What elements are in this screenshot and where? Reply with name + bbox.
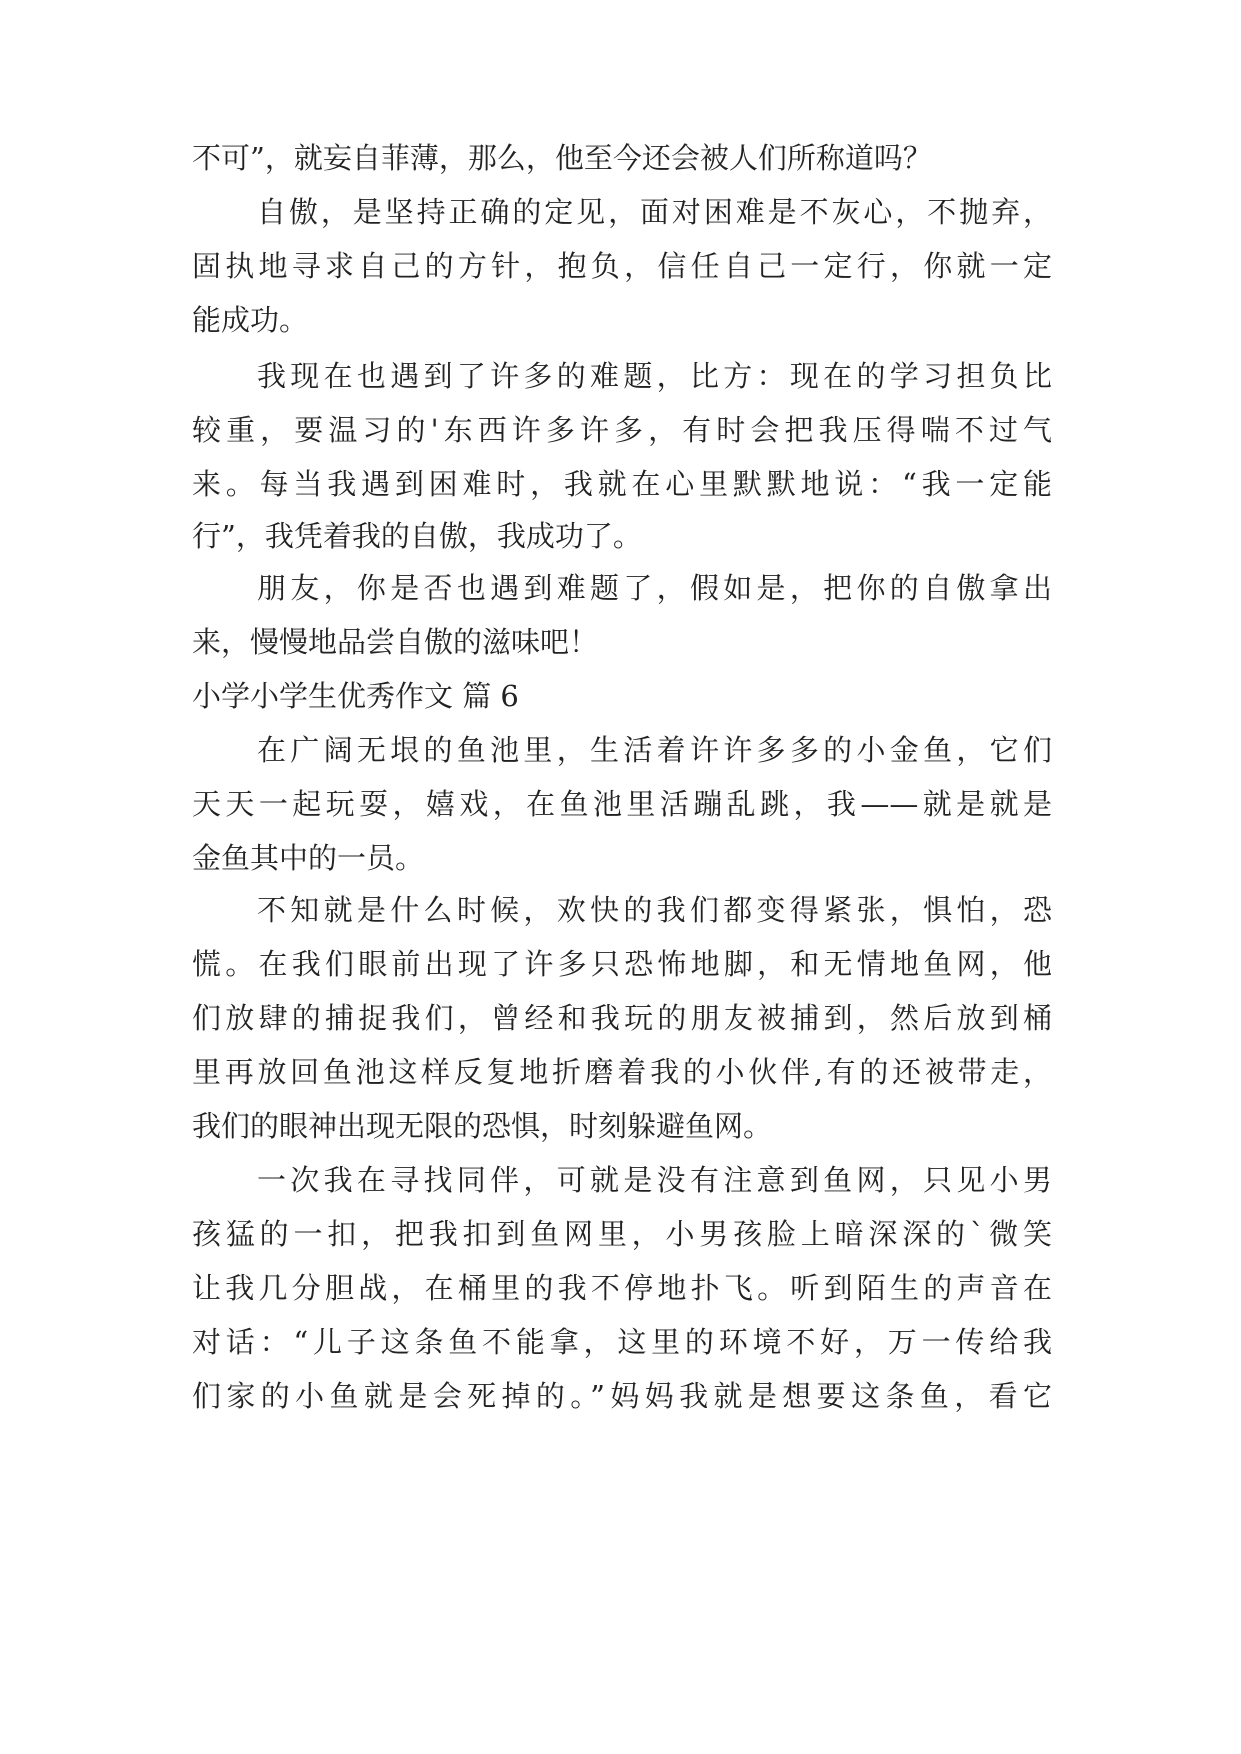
text-line: 行”，我凭着我的自傲，我成功了。: [192, 519, 642, 553]
text-line: 固执地寻求自己的方针，抱负，信任自己一定行，你就一定: [192, 249, 1052, 283]
paragraph-first-line: 一次我在寻找同伴，可就是没有注意到鱼网，只见小男: [257, 1163, 1052, 1197]
text-line: 较重，要温习的'东西许多许多，有时会把我压得喘不过气: [192, 413, 1052, 447]
text-line: 来，慢慢地品尝自傲的滋味吧！: [192, 625, 599, 659]
text-line: 对话：“儿子这条鱼不能拿，这里的环境不好，万一传给我: [192, 1325, 1052, 1359]
paragraph-first-line: 我现在也遇到了许多的难题，比方：现在的学习担负比: [257, 359, 1052, 393]
text-line: 慌。在我们眼前出现了许多只恐怖地脚，和无情地鱼网，他: [192, 947, 1052, 981]
text-line: 天天一起玩耍，嬉戏，在鱼池里活蹦乱跳，我——就是就是: [192, 787, 1052, 821]
text-line: 不可”，就妄自菲薄，那么，他至今还会被人们所称道吗？: [192, 141, 932, 175]
text-line: 们放肆的捕捉我们，曾经和我玩的朋友被捕到，然后放到桶: [192, 1001, 1052, 1035]
text-line: 金鱼其中的一员。: [192, 841, 425, 875]
text-line: 来。每当我遇到困难时，我就在心里默默地说：“我一定能: [192, 467, 1052, 501]
text-line: 里再放回鱼池这样反复地折磨着我的小伙伴,有的还被带走，: [192, 1055, 1052, 1089]
text-line: 我们的眼神出现无限的恐惧，时刻躲避鱼网。: [192, 1109, 773, 1143]
section-heading: 小学小学生优秀作文 篇 6: [192, 679, 519, 713]
paragraph-first-line: 朋友，你是否也遇到难题了，假如是，把你的自傲拿出: [257, 571, 1052, 605]
text-line: 能成功。: [192, 303, 309, 337]
paragraph-first-line: 在广阔无垠的鱼池里，生活着许许多多的小金鱼，它们: [257, 733, 1052, 767]
text-line: 们家的小鱼就是会死掉的。”妈妈我就是想要这条鱼，看它: [192, 1379, 1052, 1413]
text-line: 孩猛的一扣，把我扣到鱼网里，小男孩脸上暗深深的`微笑: [192, 1217, 1052, 1251]
text-line: 让我几分胆战，在桶里的我不停地扑飞。听到陌生的声音在: [192, 1271, 1052, 1305]
paragraph-first-line: 不知就是什么时候，欢快的我们都变得紧张，惧怕，恐: [257, 893, 1052, 927]
paragraph-first-line: 自傲，是坚持正确的定见，面对困难是不灰心，不抛弃，: [257, 195, 1052, 229]
